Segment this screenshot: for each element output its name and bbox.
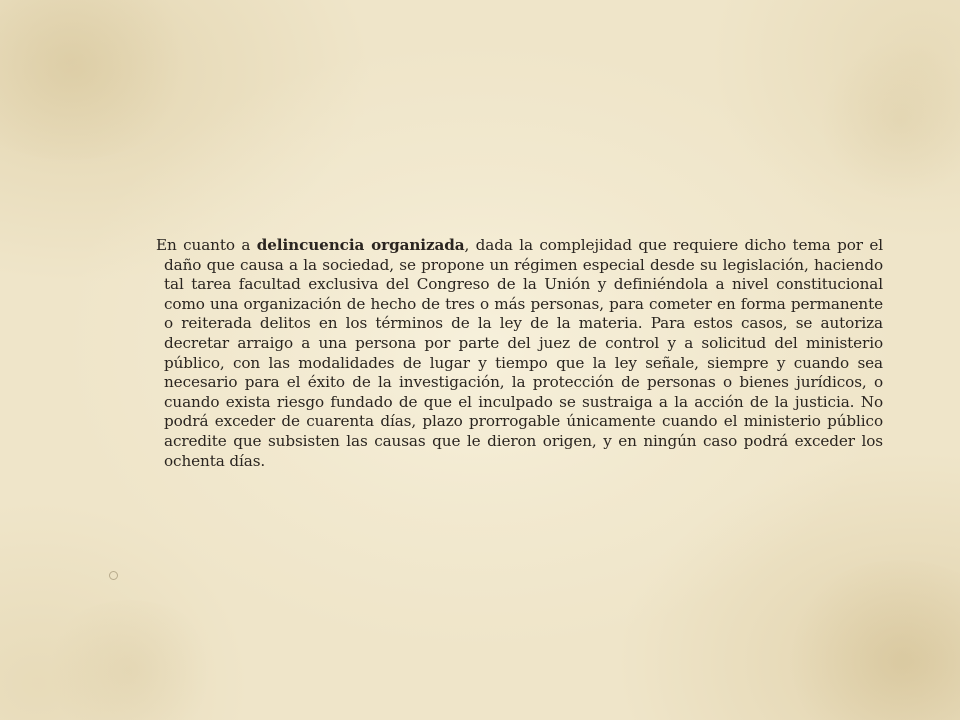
slide-paragraph: [156, 236, 883, 471]
paper-stain: [820, 40, 960, 200]
paragraph-intro: En cuanto a: [156, 236, 257, 254]
paragraph-body: , dada la complejidad que requiere dicho tema por el daño que causa a la sociedad, se propone un régimen especial desde su legislación, haciendo tal tarea facultad exclusiva del Congreso de la Unión y definiéndola a nivel constitucional como una organización de hecho de tres o más personas, para cometer en forma permanente o reiterada delitos en los términos de la ley de la materia. Para estos casos, se autoriza decretar arraigo a una persona por parte del juez de control y a solicitud del ministerio público, con las modalidades de lugar y tiempo que la ley señale, siempre y cuando sea necesario para el éxito de la investigación, la protección de personas o bienes jurídicos, o cuando exista riesgo fundado de que el inculpado se sustraiga a la acción de la justicia. No podrá exceder de cuarenta días, plazo prorrogable únicamente cuando el ministerio público acredite que subsisten las causas que le dieron origen, y en ningún caso podrá exceder los ochenta días.: [164, 236, 883, 470]
paper-stain: [780, 560, 960, 720]
paragraph-bold-term: delincuencia organizada: [256, 236, 465, 254]
ring-bullet-icon: [109, 571, 118, 580]
paper-stain: [0, 0, 200, 160]
paper-stain: [40, 600, 220, 720]
